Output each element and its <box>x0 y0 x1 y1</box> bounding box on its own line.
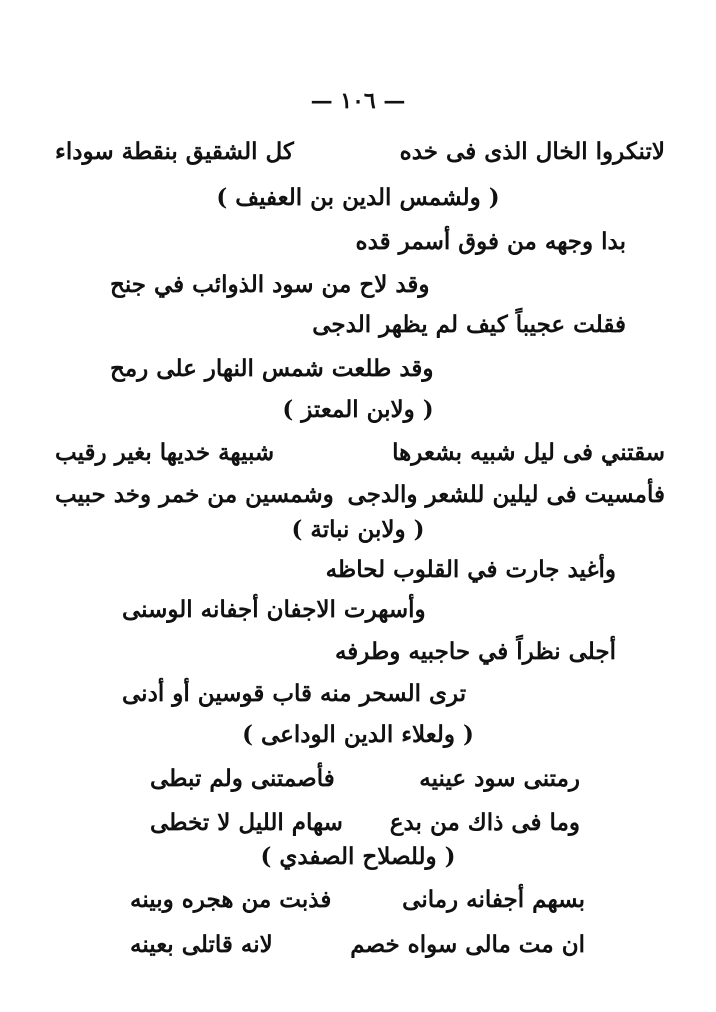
section-heading: ( ولابن المعتز ) <box>282 396 434 423</box>
verse-first-hemistich: لاتنكروا الخال الذى فى خده <box>399 138 665 165</box>
verse-hemistich: أجلى نظراً في حاجبيه وطرفه <box>334 638 616 665</box>
verse-second-hemistich: لانه قاتلى بعينه <box>130 931 273 958</box>
verse-second-hemistich: وشمسين من خمر وخد حبيب <box>55 481 334 508</box>
section-heading: ( ولابن نباتة ) <box>291 516 425 543</box>
section-heading: ( ولعلاء الدين الوداعى ) <box>242 721 474 748</box>
section-heading: ( وللصلاح الصفدي ) <box>260 843 456 870</box>
page-number: — ١٠٦ — <box>310 88 406 114</box>
verse-hemistich: وأغيد جارت في القلوب لحاظه <box>325 556 616 583</box>
verse-second-hemistich: فذبت من هجره وبينه <box>130 886 332 913</box>
verse-first-hemistich: رمتنى سود عينيه <box>419 765 580 792</box>
verse-first-hemistich: ان مت مالى سواه خصم <box>350 931 585 958</box>
verse-hemistich: وقد لاح من سود الذوائب في جنح <box>110 271 430 298</box>
verse-second-hemistich: شبيهة خديها بغير رقيب <box>55 439 275 466</box>
verse-hemistich: بدا وجهه من فوق أسمر قده <box>355 228 626 255</box>
verse-first-hemistich: فأمسيت فى ليلين للشعر والدجى <box>347 481 665 508</box>
verse-hemistich: ترى السحر منه قاب قوسين أو أدنى <box>122 680 467 707</box>
verse-hemistich: وأسهرت الاجفان أجفانه الوسنى <box>122 596 426 623</box>
verse-first-hemistich: سقتني فى ليل شبيه بشعرها <box>392 439 665 466</box>
verse-first-hemistich: بسهم أجفانه رمانى <box>402 886 585 913</box>
section-heading: ( ولشمس الدين بن العفيف ) <box>216 184 500 211</box>
verse-hemistich: وقد طلعت شمس النهار على رمح <box>110 355 434 382</box>
verse-hemistich: فقلت عجيباً كيف لم يظهر الدجى <box>312 311 626 338</box>
verse-second-hemistich: كل الشقيق بنقطة سوداء <box>55 138 294 165</box>
verse-second-hemistich: سهام الليل لا تخطى <box>150 809 343 836</box>
verse-first-hemistich: وما فى ذاك من بدع <box>389 809 580 836</box>
verse-second-hemistich: فأصمتنى ولم تبطى <box>150 765 335 792</box>
